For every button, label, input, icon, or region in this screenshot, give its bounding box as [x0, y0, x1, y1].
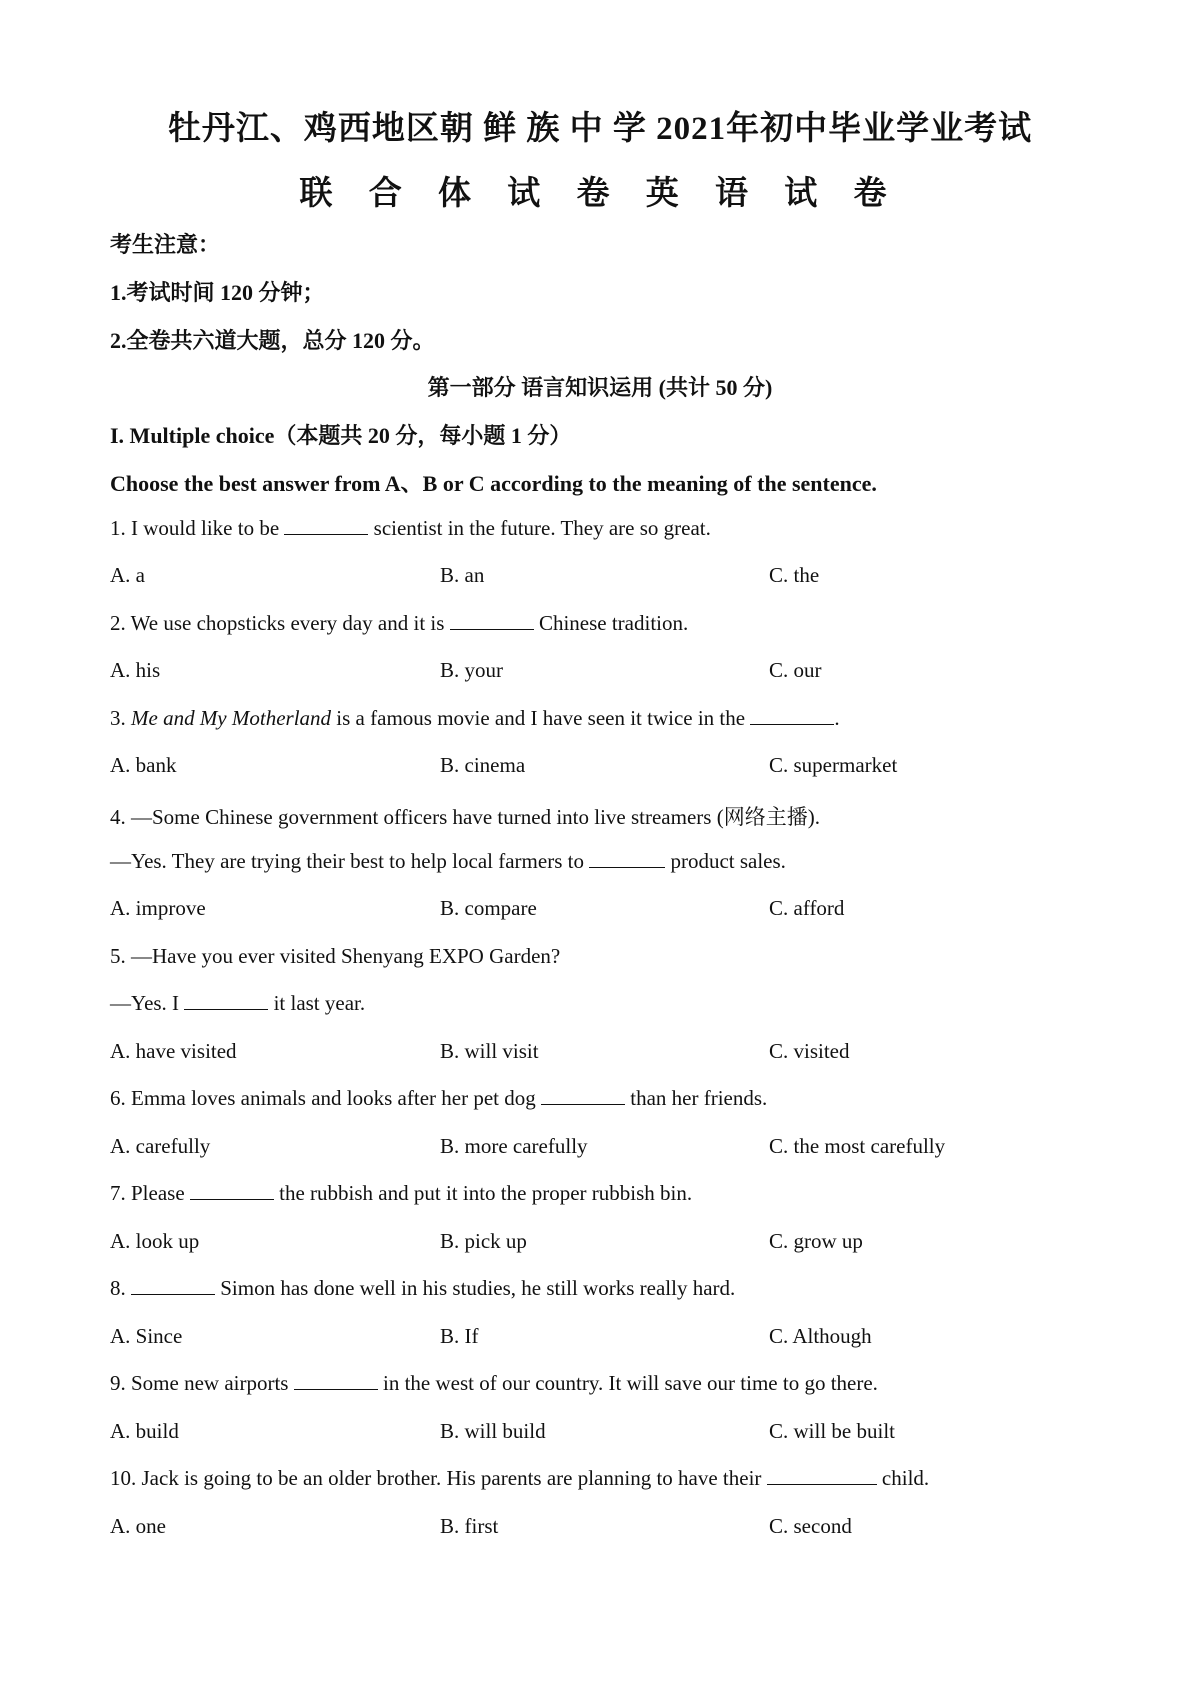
option-a: A. a — [110, 563, 145, 587]
option-b: B. If — [440, 1324, 479, 1348]
section-instruction: Choose the best answer from A、B or C according to the meaning of the sentence. — [110, 471, 877, 496]
option-b: B. cinema — [440, 753, 526, 777]
option-c: C. Although — [769, 1324, 872, 1348]
question-text: scientist in the future. They are so great. — [368, 516, 711, 540]
question-text: —Yes. They are trying their best to help local farmers to — [110, 849, 590, 873]
movie-title: Me and My Motherland — [131, 706, 332, 730]
option-b: B. your — [440, 658, 503, 682]
answer-blank — [541, 1086, 625, 1105]
question-text: is a famous movie and I have seen it twice in the — [331, 706, 751, 730]
option-c: C. visited — [769, 1039, 850, 1063]
option-b: B. will build — [440, 1419, 546, 1443]
option-a: A. carefully — [110, 1134, 211, 1158]
option-b: B. compare — [440, 896, 537, 920]
question-text: than her friends. — [624, 1086, 768, 1110]
question-text: 10. Jack is going to be an older brother. His parents are planning to have their — [110, 1466, 767, 1490]
part1-title: 第一部分 语言知识运用 (共计 50 分) — [427, 375, 773, 400]
question-1 — [110, 516, 711, 541]
option-a: A. build — [110, 1419, 179, 1443]
option-c: C. afford — [769, 896, 845, 920]
answer-blank — [589, 849, 665, 868]
option-a: A. improve — [110, 896, 206, 920]
option-a: A. his — [110, 658, 161, 682]
question-9 — [110, 1371, 878, 1396]
question-10 — [110, 1466, 929, 1491]
question-text: 2. We use chopsticks every day and it is — [110, 611, 450, 635]
question-text: 6. Emma loves animals and looks after her pet dog — [110, 1086, 541, 1110]
notice-item-2: 2.全卷共六道大题，总分 120 分。 — [110, 328, 435, 353]
answer-blank — [767, 1466, 877, 1485]
option-a: A. have visited — [110, 1039, 237, 1063]
question-4-line2 — [110, 849, 786, 874]
question-text: in the west of our country. It will save our time to go there. — [377, 1371, 878, 1395]
question-text: 1. I would like to be — [110, 516, 285, 540]
question-text: . — [834, 706, 840, 730]
question-2 — [110, 611, 688, 636]
option-c: C. will be built — [769, 1419, 895, 1443]
option-b: B. more carefully — [440, 1134, 588, 1158]
question-text: product sales. — [665, 849, 786, 873]
answer-blank — [284, 516, 368, 535]
option-a: A. one — [110, 1514, 166, 1538]
question-text: —Yes. I — [110, 991, 185, 1015]
question-text: Chinese tradition. — [533, 611, 689, 635]
question-text: 8. — [110, 1276, 131, 1300]
question-4-line1: 4. —Some Chinese government officers have turned into live streamers (网络主播). — [110, 805, 820, 829]
section-title: I. Multiple choice（本题共 20 分，每小题 1 分） — [110, 423, 572, 448]
option-c: C. the — [769, 563, 820, 587]
answer-blank — [450, 611, 534, 630]
question-text: 9. Some new airports — [110, 1371, 294, 1395]
question-number: 3. — [110, 706, 131, 730]
question-6 — [110, 1086, 767, 1111]
question-3 — [110, 706, 840, 731]
question-5-line2 — [110, 991, 365, 1016]
option-b: B. pick up — [440, 1229, 527, 1253]
answer-blank — [131, 1276, 215, 1295]
exam-title-line1: 牡丹江、鸡西地区朝 鲜 族 中 学 2021年初中毕业学业考试 — [167, 111, 1033, 147]
question-text: Simon has done well in his studies, he still works really hard. — [215, 1276, 736, 1300]
question-text: the rubbish and put it into the proper rubbish bin. — [273, 1181, 693, 1205]
option-b: B. will visit — [440, 1039, 539, 1063]
notice-item-1: 1.考试时间 120 分钟； — [110, 280, 325, 305]
answer-blank — [750, 706, 834, 725]
option-c: C. supermarket — [769, 753, 898, 777]
answer-blank — [184, 991, 268, 1010]
question-5-line1: 5. —Have you ever visited Shenyang EXPO Garden? — [110, 944, 561, 968]
answer-blank — [294, 1371, 378, 1390]
question-7 — [110, 1181, 692, 1206]
exam-title-line2: 联 合 体 试 卷 英 语 试 卷 — [299, 176, 901, 212]
option-b: B. first — [440, 1514, 499, 1538]
option-c: C. our — [769, 658, 822, 682]
question-text: it last year. — [268, 991, 366, 1015]
question-text: child. — [876, 1466, 930, 1490]
question-8 — [110, 1276, 735, 1301]
question-text: 7. Please — [110, 1181, 190, 1205]
answer-blank — [190, 1181, 274, 1200]
option-b: B. an — [440, 563, 485, 587]
option-c: C. second — [769, 1514, 852, 1538]
option-c: C. the most carefully — [769, 1134, 946, 1158]
option-c: C. grow up — [769, 1229, 863, 1253]
option-a: A. bank — [110, 753, 177, 777]
option-a: A. look up — [110, 1229, 200, 1253]
notice-heading: 考生注意： — [110, 232, 221, 257]
option-a: A. Since — [110, 1324, 183, 1348]
